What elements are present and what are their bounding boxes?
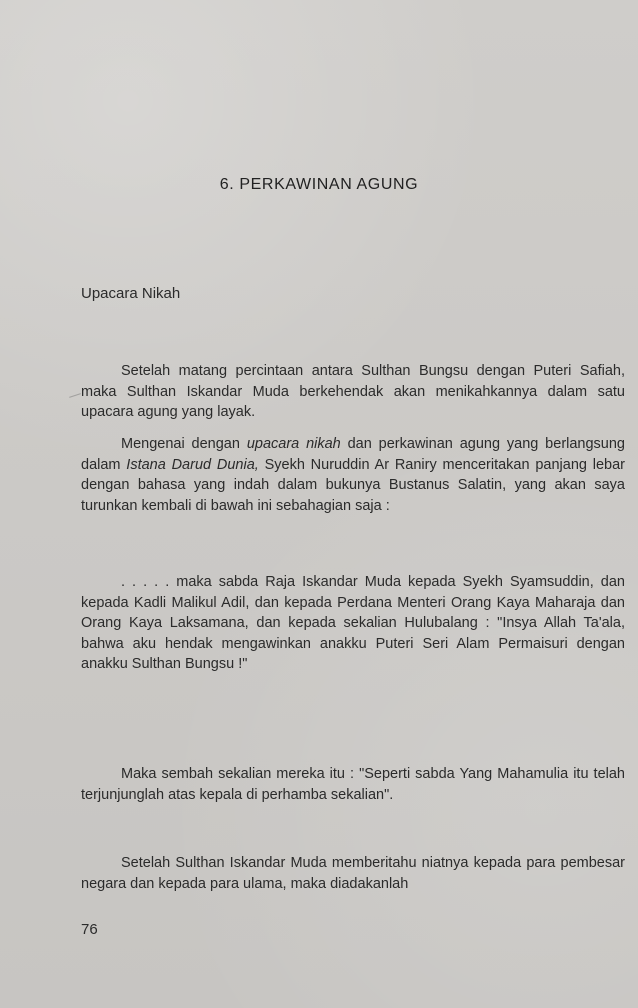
- paragraph-2-italic-2: Istana Darud Dunia,: [126, 456, 259, 473]
- paragraph-1-text: Setelah matang percintaan antara Sulthan Bungsu dengan Puteri Safiah, maka Sulthan Iskandar Muda berkehendak akan menikahkannya dalam satu upacara agung yang layak.: [81, 363, 625, 421]
- page-number: 76: [81, 921, 98, 938]
- chapter-title: 6. PERKAWINAN AGUNG: [219, 176, 419, 193]
- paragraph-4-text: Maka sembah sekalian mereka itu : "Seperti sabda Yang Mahamulia itu telah terjunjunglah atas kepala di perhamba sekalian".: [81, 766, 625, 803]
- paragraph-3: [81, 552, 625, 674]
- paragraph-2-text-part-3: Syekh Nuruddin Ar Raniry menceritakan panjang lebar dengan bahasa yang indah dalam bukunya Bustanus Salatin, yang akan saya turunkan kembali di bawah ini sebahagian saja :: [81, 456, 625, 514]
- paragraph-2-text-part-2: dan perkawinan agung yang berlangsung dalam: [81, 436, 625, 473]
- paragraph-2-italic-1: upacara nikah: [246, 436, 341, 453]
- section-title: Upacara Nikah: [81, 285, 181, 302]
- paragraph-2-text-part-1: Mengenai dengan: [121, 436, 247, 453]
- stray-mark: [69, 393, 81, 398]
- paragraph-5-text: Setelah Sulthan Iskandar Muda memberitahu niatnya kepada para pembesar negara dan kepada para ulama, maka diadakanlah: [81, 855, 625, 892]
- paragraph-3-text: . . . . . maka sabda Raja Iskandar Muda kepada Syekh Syamsuddin, dan kepada Kadli Malikul Adil, dan kepada Perdana Menteri Orang Kaya Maharaja dan Orang Kaya Laksamana, dan kepada sekalian Hulubalang : "Insya Allah Ta'ala, bahwa aku hendak mengawinkan anakku Puteri Seri Alam Permaisuri dengan anakku Sulthan Bungsu !": [81, 574, 625, 673]
- paragraph-1: [81, 341, 625, 423]
- paragraph-5: [81, 833, 625, 894]
- paragraph-4: [81, 744, 625, 805]
- paragraph-2: [81, 414, 625, 516]
